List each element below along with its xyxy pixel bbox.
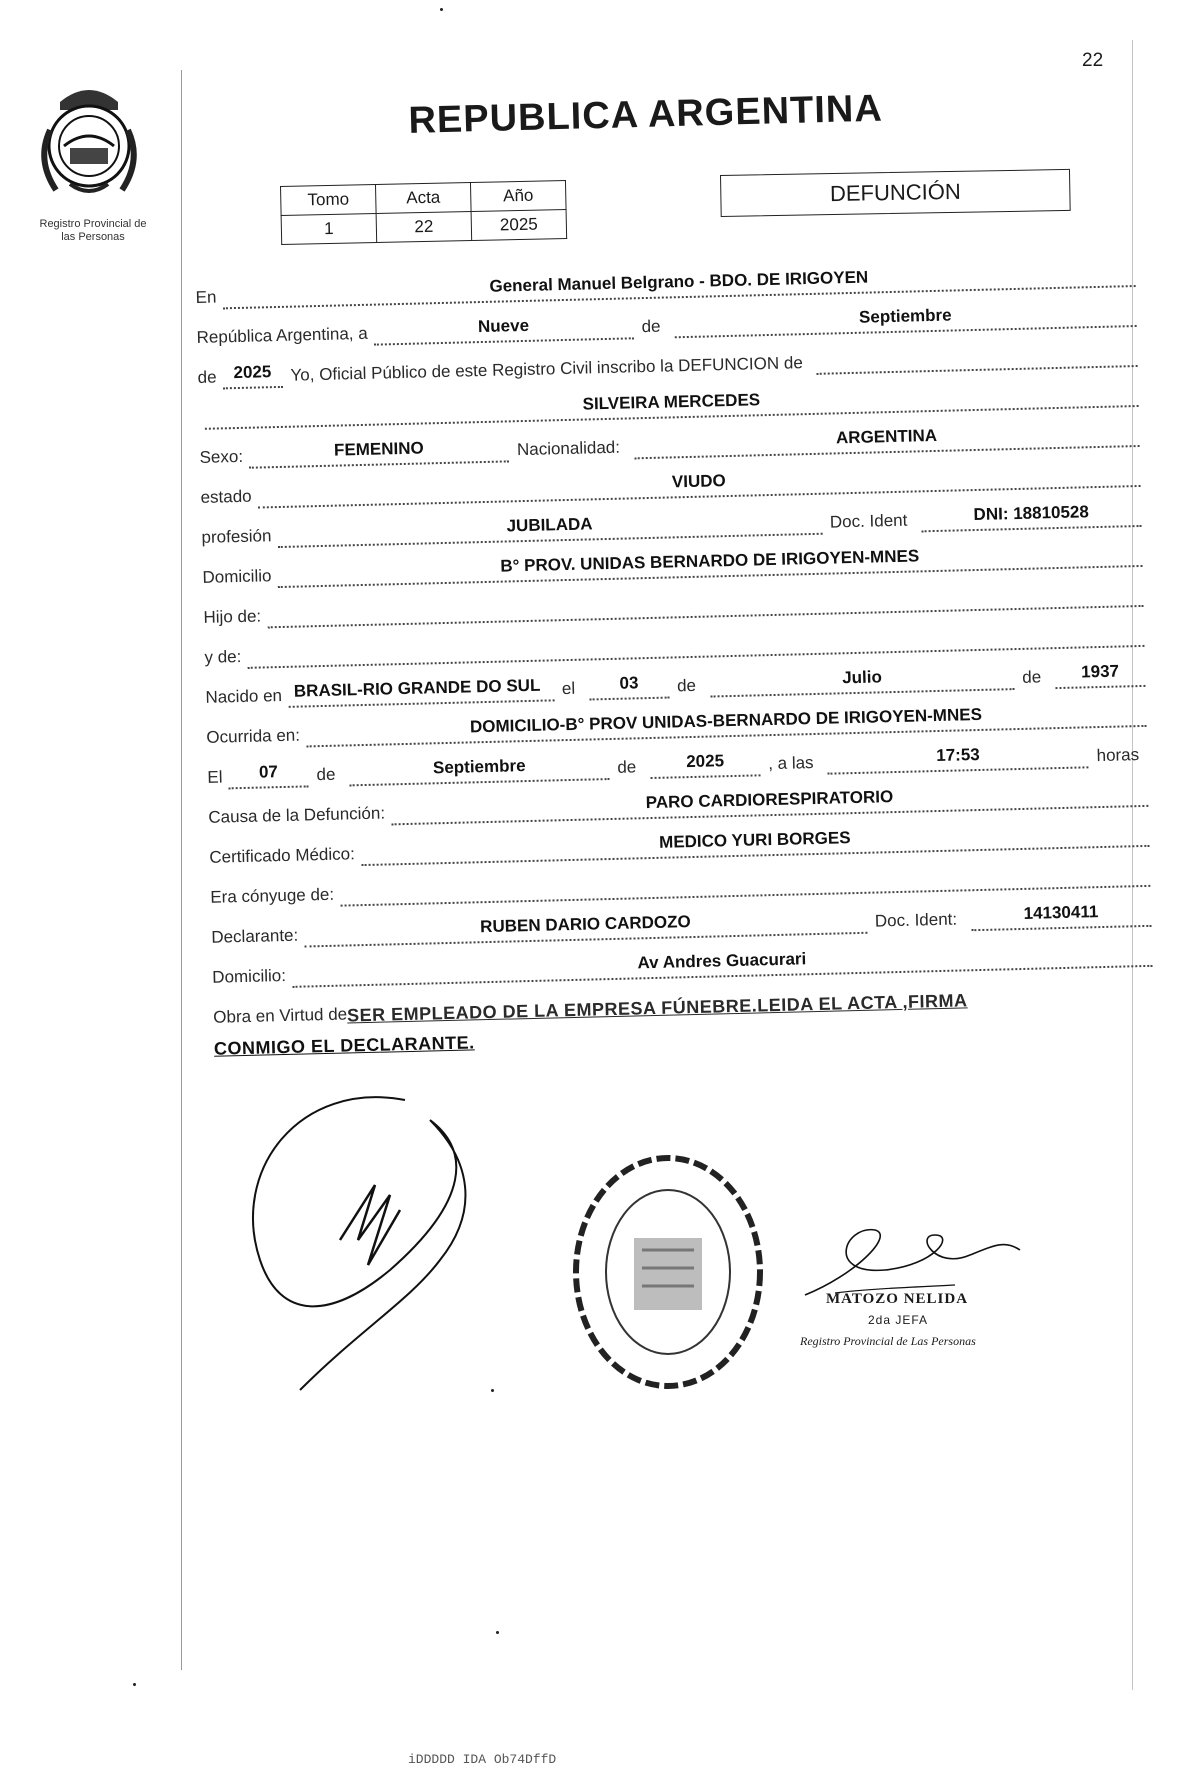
causa-label: Causa de la Defunción: [208, 803, 386, 827]
conyuge-label: Era cónyuge de: [210, 884, 335, 907]
year-field: 2025 [222, 362, 283, 389]
registry-caption [8, 218, 178, 244]
birth-day-field: 03 [589, 673, 670, 701]
document-title: REPUBLICA ARGENTINA [408, 87, 884, 142]
de-label: de [641, 316, 661, 337]
deceased-name-field: SILVEIRA MERCEDES [204, 381, 1138, 430]
doc-ident-field: DNI: 18810528 [921, 501, 1142, 532]
declarante-field: RUBEN DARIO CARDOZO [304, 908, 867, 948]
de-label: de [676, 675, 697, 696]
registry-caption-line: Registro Provincial de [39, 218, 147, 230]
causa-field: PARO CARDIORESPIRATORIO [391, 781, 1149, 825]
de-label: de [1022, 667, 1042, 687]
table-header-tomo: Tomo [281, 184, 377, 215]
day-field: Nueve [373, 313, 634, 345]
obra-text-line: CONMIGO EL DECLARANTE. [213, 1032, 475, 1059]
nacionalidad-label: Nacionalidad: [516, 437, 621, 460]
sexo-label: Sexo: [199, 446, 244, 467]
scan-speck [496, 1631, 499, 1634]
hijo-label: Hijo de: [203, 606, 262, 627]
domicilio-label: Domicilio [202, 566, 272, 587]
yo-text: Yo, Oficial Público de este Registro Civil inscribo la DEFUNCION de [290, 353, 804, 385]
scan-speck [440, 8, 443, 11]
month-field: Septiembre [674, 301, 1137, 338]
page-number: 22 [1082, 50, 1104, 71]
scan-speck [133, 1683, 136, 1686]
margin-line [181, 70, 182, 1670]
en-field: General Manuel Belgrano - BDO. DE IRIGOYEN [222, 261, 1136, 309]
birth-place-field: BRASIL-RIO GRANDE DO SUL [288, 675, 555, 707]
nacido-label: Nacido en [205, 686, 283, 707]
official-seal-icon [568, 1150, 768, 1395]
declarante-doc-field: 14130411 [971, 901, 1152, 931]
declarante-domicilio-field: Av Andres Guacurari [292, 941, 1153, 988]
profesion-label: profesión [201, 526, 272, 547]
officer-name: MATOZO NELIDA [826, 1291, 969, 1307]
nacionalidad-field: ARGENTINA [634, 421, 1140, 459]
de-label: de [617, 757, 637, 777]
sexo-field: FEMENINO [249, 436, 510, 468]
el-label: el [561, 678, 576, 699]
domicilio-label: Domicilio: [212, 965, 287, 987]
declarante-label: Declarante: [211, 925, 299, 947]
death-day-field: 07 [228, 761, 309, 789]
death-time-field: 17:53 [827, 742, 1089, 774]
table-header-anio: Año [470, 181, 566, 212]
officer-title: 2da JEFA [868, 1313, 929, 1327]
certificado-field: MEDICO YURI BORGES [360, 821, 1149, 866]
death-year-field: 2025 [650, 750, 761, 779]
birth-month-field: Julio [710, 664, 1015, 697]
en-label: En [195, 287, 217, 307]
footer-code: iDDDDD IDA Ob74DffD [408, 1752, 557, 1767]
table-cell-tomo: 1 [281, 213, 377, 244]
republica-label: República Argentina, a [196, 323, 368, 347]
table-cell-anio: 2025 [471, 210, 567, 241]
record-type-box: DEFUNCIÓN [720, 169, 1071, 217]
certificate-form [195, 247, 1154, 1060]
acta-table [280, 180, 567, 245]
ocurrida-field: DOMICILIO-B° PROV UNIDAS-BERNARDO DE IRIGOYEN-MNES [306, 701, 1147, 748]
alas-label: , a las [767, 753, 814, 774]
horas-label: horas [1096, 745, 1140, 766]
declarant-signature-icon [240, 1090, 570, 1400]
provincial-emblem-icon [30, 80, 148, 208]
de-label: de [197, 367, 217, 387]
doc-ident-label: Doc. Ident [829, 510, 908, 532]
estado-field: VIUDO [257, 461, 1140, 509]
yde-label: y de: [204, 646, 242, 667]
registry-caption-line: las Personas [61, 231, 125, 243]
certificado-label: Certificado Médico: [209, 844, 356, 867]
obra-text-line: SER EMPLEADO DE LA EMPRESA FÚNEBRE.LEIDA EL ACTA ,FIRMA [346, 990, 968, 1026]
officer-office: Registro Provincial de Las Personas [800, 1334, 976, 1348]
estado-label: estado [200, 486, 252, 507]
death-month-field: Septiembre [349, 754, 610, 786]
doc-ident-label: Doc. Ident: [874, 909, 958, 931]
scan-speck [491, 1389, 494, 1392]
domicilio-field: B° PROV. UNIDAS BERNARDO DE IRIGOYEN-MNES [277, 541, 1142, 588]
table-header-acta: Acta [375, 183, 471, 214]
ocurrida-label: Ocurrida en: [206, 725, 301, 747]
profesion-field: JUBILADA [277, 509, 822, 548]
table-cell-acta: 22 [376, 212, 472, 243]
obra-label: Obra en Virtud de [213, 1004, 348, 1027]
de-label: de [316, 764, 336, 785]
el-label: El [207, 767, 223, 787]
birth-year-field: 1937 [1055, 661, 1146, 689]
